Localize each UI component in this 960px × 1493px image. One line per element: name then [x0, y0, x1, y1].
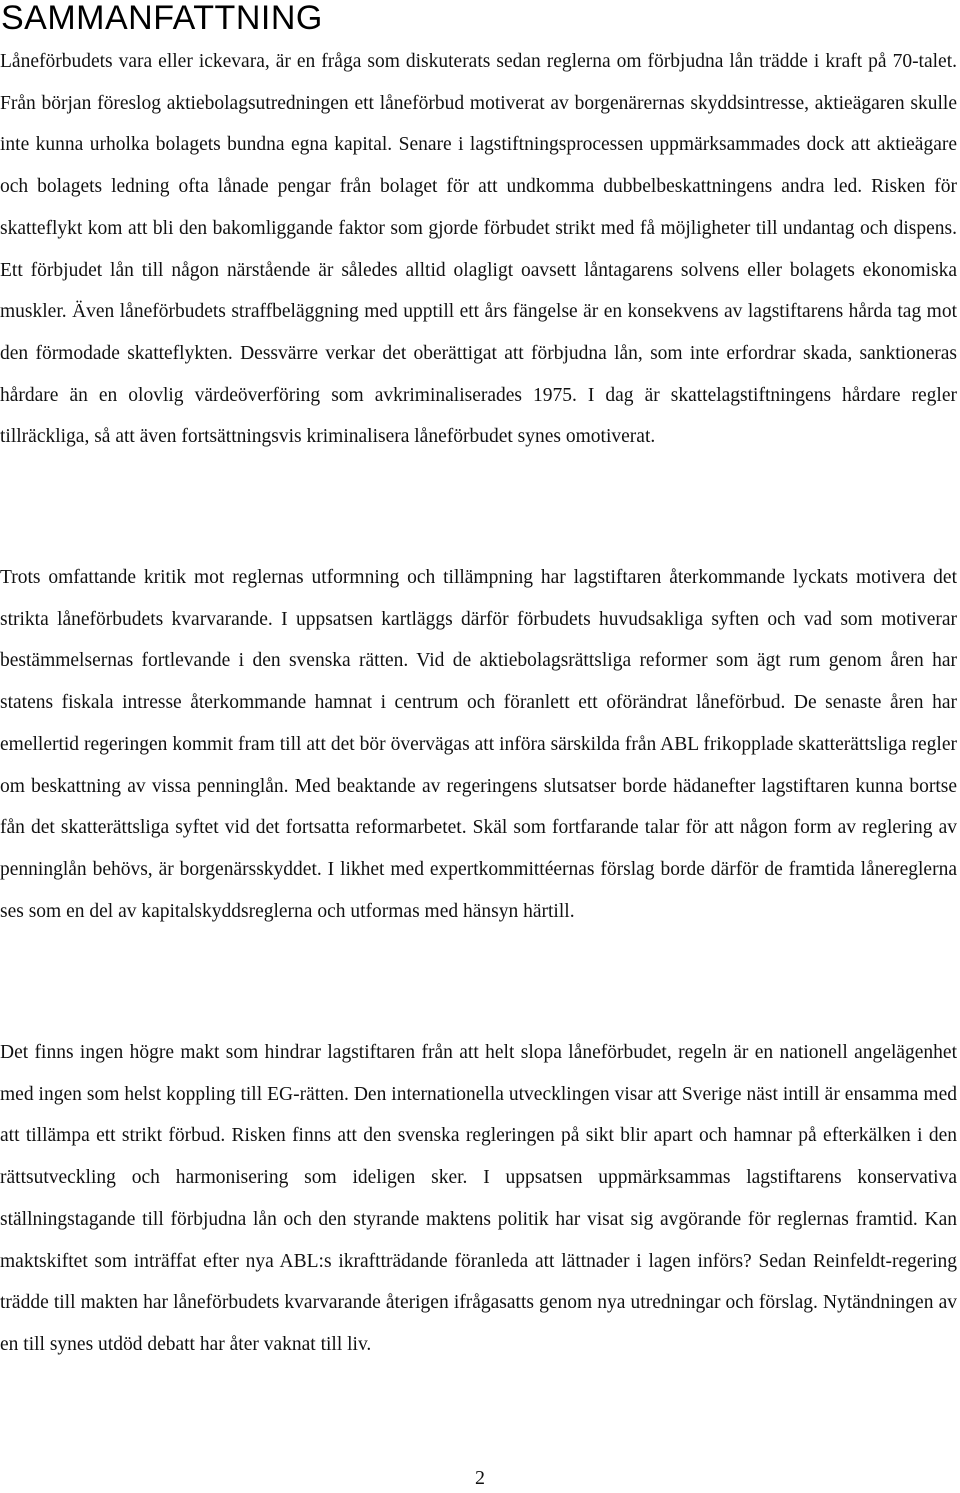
paragraph-2: Trots omfattande kritik mot reglernas utformning och tillämpning har lagstiftaren återkommande lyckats motivera det strikta låneförbudets kvarvarande. I uppsatsen kartläggs därför förbudets huvudsakliga syften och vad som motiverar bestämmelsernas fortlevande i den svenska rätten. Vid de aktiebolagsrättsliga reformer som ägt rum genom åren har statens fiskala intresse återkommande hamnat i centrum och föranlett ett oförändrat låneförbud. De senaste åren har emellertid regeringen kommit fram till att det bör övervägas att införa särskilda från ABL frikopplade skatterättsliga regler om beskattning av vissa penninglån. Med beaktande av regeringens slutsatser borde hädanefter lagstiftaren kunna bortse fån det skatterättsliga syftet vid det fortsatta reformarbetet. Skäl som fortfarande talar för att någon form av reglering av penninglån behövs, är borgenärsskyddet. I likhet med expertkommittéernas förslag borde därför de framtida lånereglerna ses som en del av kapitalskyddsreglerna och utformas med hänsyn härtill. [0, 567, 957, 922]
section-heading: SAMMANFATTNING [1, 0, 323, 37]
paragraph-1: Låneförbudets vara eller ickevara, är en fråga som diskuterats sedan reglerna om förbjudna lån trädde i kraft på 70-talet. Från början föreslog aktiebolagsutredningen ett låneförbud motiverat av borgenärernas skyddsintresse, aktieägaren skulle inte kunna urholka bolagets bundna egna kapital. Senare i lagstiftningsprocessen uppmärksammades dock att aktieägare och bolagets ledning ofta lånade pengar från bolaget för att undkomma dubbelbeskattningens andra led. Risken för skatteflykt kom att bli den bakomliggande faktor som gjorde förbudet strikt med få möjligheter till undantag och dispens. Ett förbjudet lån till någon närstående är således alltid olagligt oavsett låntagarens solvens eller bolagets ekonomiska muskler. Även låneförbudets straffbeläggning med upptill ett års fängelse är en konsekvens av lagstiftarens hårda tag mot den förmodade skatteflykten. Dessvärre verkar det oberättigat att förbjudna lån, som inte erfordrar skada, sanktioneras hårdare än en olovlig värdeöverföring som avkriminaliserades 1975. I dag är skattelagstiftningens hårdare regler tillräckliga, så att även fortsättningsvis kriminalisera låneförbudet synes omotiverat. [0, 51, 957, 448]
page-number: 2 [475, 1467, 485, 1489]
paragraph-3: Det finns ingen högre makt som hindrar lagstiftaren från att helt slopa låneförbudet, regeln är en nationell angelägenhet med ingen som helst koppling till EG-rätten. Den internationella utvecklingen visar att Sverige näst intill är ensamma med att tillämpa ett strikt förbud. Risken finns att den svenska regleringen på sikt blir apart och hamnar på efterkälken i den rättsutveckling och harmonisering som ideligen sker. I uppsatsen uppmärksammas lagstiftarens konservativa ställningstagande till förbjudna lån och den styrande maktens politik har visat sig avgörande för reglernas framtid. Kan maktskiftet som inträffat efter nya ABL:s ikraftträdande föranleda att lättnader i lagen införs? Sedan Reinfeldt-regering trädde till makten har låneförbudets kvarvarande återigen ifrågasatts genom nya utredningar och förslag. Nytändningen av en till synes utdöd debatt har åter vaknat till liv. [0, 1042, 957, 1355]
